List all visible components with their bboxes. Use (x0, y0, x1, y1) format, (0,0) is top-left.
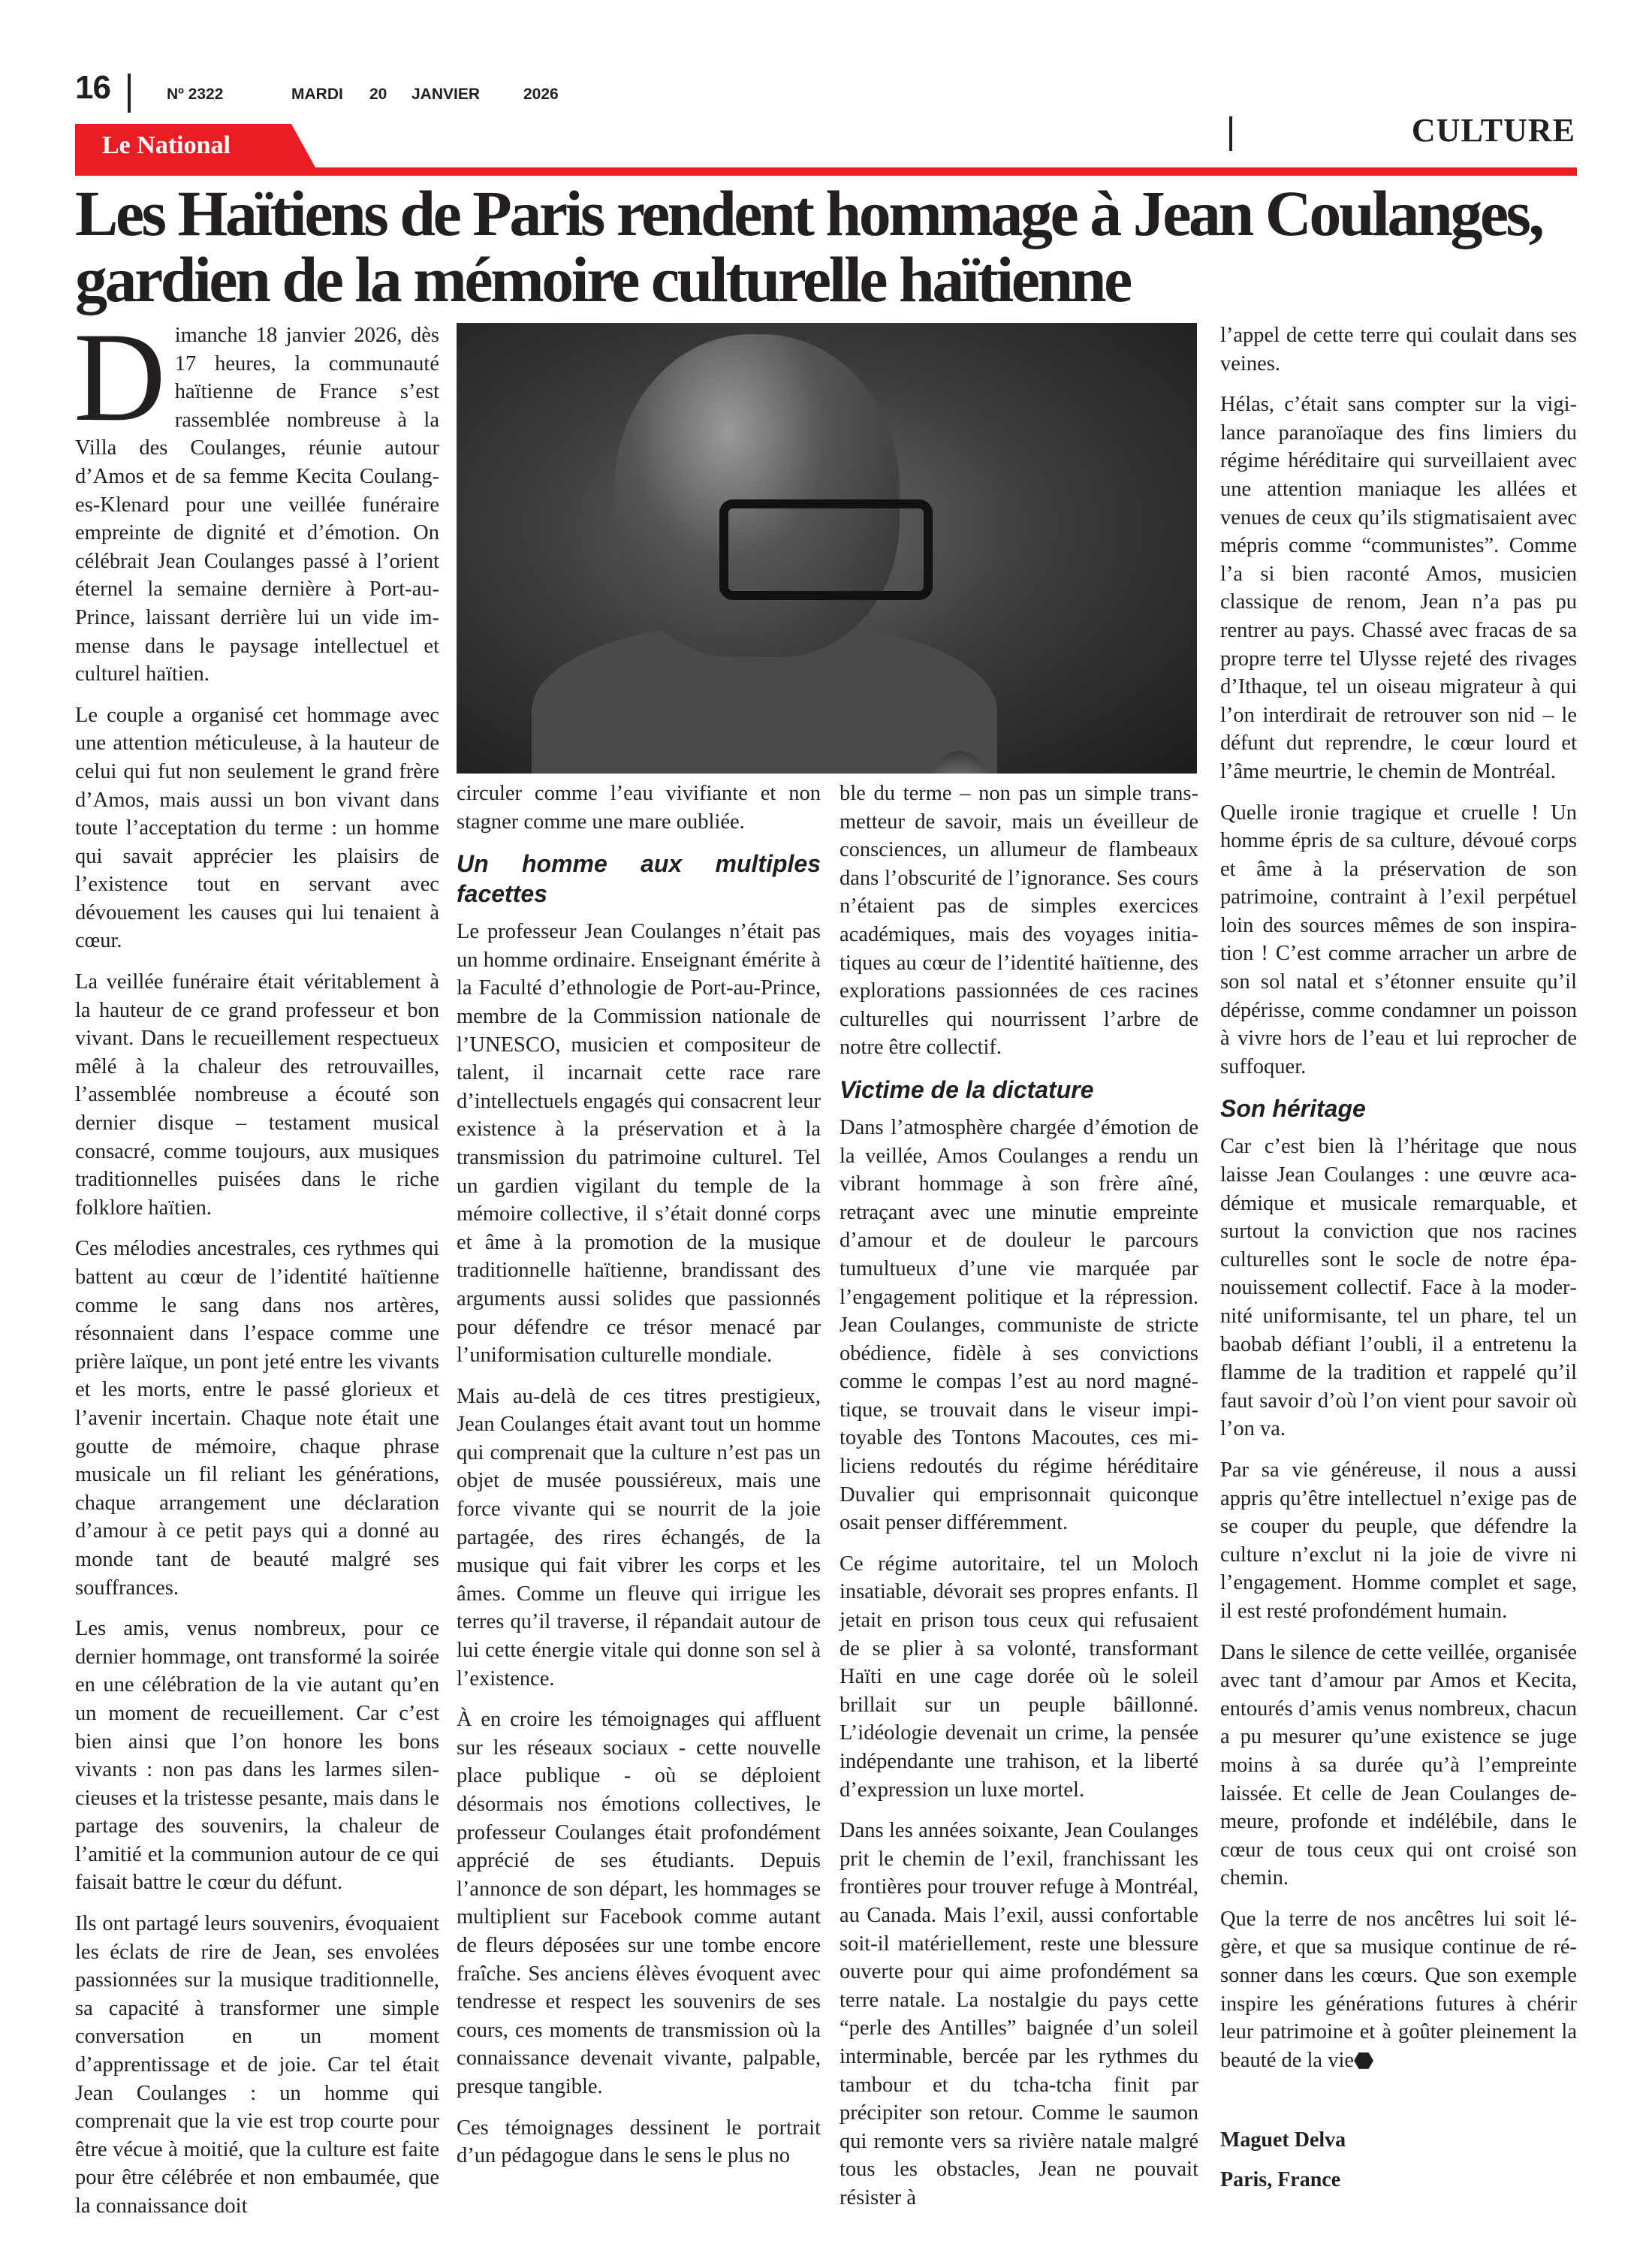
section-label: CULTURE (1411, 112, 1575, 149)
paragraph: Mais au-delà de ces titres prestigieux, Jean Coulanges était avant tout un homme qui comprenait que la culture n’est pas un objet de musée poussiéreux, mais une force vivante qui se nourrit de la joie partagée, des rires échangés, de la musique qui fait vibrer les corps et les âmes. Comme un fleuve qui irrigue les terres qu’il traverse, il répandait autour de lui cette énergie vitale qui donne son sel à l’existence. (457, 1384, 821, 1691)
section-divider (1229, 116, 1232, 151)
photo-glasses-shape (719, 499, 933, 600)
date-day: 20 (369, 86, 387, 103)
article-photo (457, 323, 1197, 774)
article-headline (75, 177, 1584, 315)
article-column-1 (74, 306, 439, 2233)
subheading-son-heritage: Son héritage (1220, 1095, 1366, 1123)
headline-line-1: Les Haïtiens de Paris rendent hommage à Jean Coulanges, (75, 177, 1542, 249)
hexagon-end-mark-icon (1354, 2052, 1373, 2069)
paragraph: Le couple a organisé cet hommage avec une attention méticuleuse, à la hauteur de celui qui fut non seulement le grand frère d’Amos, mais aussi un bon vivant dans toute l’acceptation du terme : un homme qui savait apprécier les plaisirs de l’existence tout en servant avec dévouement les causes qui lui tenaient à cœur. (75, 703, 439, 953)
date-weekday: MARDI (291, 86, 343, 103)
paragraph: Par sa vie généreuse, il nous a aussi appris qu’être intellectuel n’exige pas de se couper du peuple, que défendre la culture n’exclut ni la joie de vivre ni l’engagement. Homme complet et sage, il est resté profondément humain. (1220, 1458, 1577, 1623)
paragraph: Ces mélodies ancestrales, ces rythmes qui battent au cœur de l’identité haïtienne comme le sang dans nos artères, résonnaient dans l’espace comme une prière laïque, un pont jeté entre les vivants et les morts, entre le passé glorieux et l’avenir incertain. Chaque note était une goutte de mémoire, chaque phrase musicale un fil reliant les générations, chaque arrangement une déclaration d’amour à ce petit pays qui a donné au monde tant de beauté malgré ses souffrances. (75, 1237, 439, 1600)
article-column-4 (1220, 321, 1577, 2206)
photo-head-shape (614, 334, 900, 657)
paragraph: Dans l’atmosphère chargée d’émotion de la veillée, Amos Coulanges a rendu un vibrant hommage à son frère aîné, retraçant avec une minutie empreinte d’amour et de douleur le parcours tumultueux d’une vie marquée par l’engagement politique et la répression. Jean Coulanges, communiste de stricte obédience, fidèle à ses convictions comme le compas l’est au nord magnétique, se trouvait dans le viseur impitoyable des Tontons Macoutes, ces miliciens redoutés du régime héréditaire Duvalier qui emprisonnait quiconque osait penser différemment. (840, 1115, 1198, 1535)
paragraph: Quelle ironie tragique et cruelle ! Un homme épris de sa culture, dévoué corps et âme à la préservation de son patrimoine, contraint à l’exil perpétuel loin des sources mêmes de son inspiration ! C’est comme arracher un arbre de son sol natal et s’étonner ensuite qu’il dépérisse, comme condamner un poisson à vivre hors de l’eau et lui reprocher de suffoquer. (1220, 801, 1577, 1078)
paragraph: Dans les années soixante, Jean Coulanges prit le chemin de l’exil, franchissant les frontières pour trouver refuge à Montréal, au Canada. Mais l’exil, aussi confortable soit-il matériellement, reste une blessure ouverte pour qui aime profondément sa terre natale. La nostalgie du pays cette “perle des Antilles” baignée d’un soleil interminable, bercée par les rythmes du tambour et du tcha-tcha finit par précipiter son retour. Comme le saumon qui remonte vers sa rivière natale malgré tous les obstacles, Jean ne pouvait résister à (840, 1819, 1198, 2209)
paragraph: Hélas, c’était sans compter sur la vigilance paranoïaque des fins limiers du régime héréditaire qui surveillaient avec une attention maniaque les allées et venues de ceux qu’ils stigmatisaient avec mépris comme “communistes”. Comme l’a si bien raconté Amos, musicien classique de renom, Jean n’a pas pu rentrer au pays. Chassé avec fracas de sa propre terre tel Ulysse rejeté des rivages d’Ithaque, tel un oiseau migrateur à qui l’on interdirait de retrouver son nid – le défunt dut reprendre, le cœur lourd et l’âme meurtrie, le chemin de Montréal. (1220, 393, 1577, 783)
paragraph: Ils ont partagé leurs souvenirs, évoquaient les éclats de rire de Jean, ses envolées passionnées sur la musique traditionnelle, sa capacité à transformer une simple conversation en un moment d’apprentissage et de joie. Car tel était Jean Coulanges : un homme qui comprenait que la vie est trop courte pour être vécue à moitié, que la culture est faite pour être célébrée et non embaumée, que la connaissance doit (75, 1912, 439, 2218)
paragraph: circuler comme l’eau vivifiante et non stagner comme une mare oubliée. (457, 782, 821, 834)
paragraph: La veillée funéraire était véritablement à la hauteur de ce grand professeur et bon vivant. Dans le recueillement respectueux mêlé à la chaleur des retrouvailles, l’assemblée nombreuse a écouté son dernier disque – testament musical consacré, comme toujours, aux musiques traditionnelles puisées dans le riche folklore haïtien. (75, 970, 439, 1220)
subheading-multiples-facettes: Un homme aux multiples facettes (457, 850, 821, 908)
article-column-3 (840, 780, 1198, 2225)
author-location: Paris, France (1220, 2168, 1341, 2192)
header-rule (75, 167, 1577, 176)
paragraph: Le professeur Jean Coulanges n’était pas un homme ordinaire. Enseignant émérite à la Faculté d’ethnologie de Port-au-Prince, membre de la Commission nationale de l’UNESCO, musicien et compositeur de talent, il incarnait cette race rare d’intellectuels engagés qui consacrent leur existence à la préservation et à la transmission du patrimoine culturel. Tel un gardien vigilant du temple de la mémoire collective, il s’était donné corps et âme à la promotion de la musique traditionnelle haïtienne, brandissant des arguments aussi solides que passionnés pour défendre ce trésor menacé par l’uniformisation culturelle mondiale. (457, 920, 821, 1368)
date-month: JANVIER (411, 86, 481, 103)
article-column-2 (457, 780, 821, 2183)
paragraph: Dans le silence de cette veillée, organisée avec tant d’amour par Amos et Kecita, entourés d’amis venus nombreux, chacun a pu mesurer qu’une existence se juge moins à sa durée qu’à l’empreinte laissée. Et celle de Jean Coulanges demeure, profonde et indélébile, dans le cœur de tous ceux qui ont croisé son chemin. (1220, 1640, 1577, 1890)
paragraph-final: Que la terre de nos ancêtres lui soit légère, et que sa musique continue de résonner dans les cœurs. Que son exemple inspire les générations futures à chérir leur patrimoine et à goûter pleinement la beauté de la vie (1220, 1907, 1577, 2072)
paragraph: ble du terme – non pas un simple transmetteur de savoir, mais un éveilleur de consciences, un allumeur de flambeaux dans l’obscurité de l’ignorance. Ses cours n’étaient pas de simples exercices académiques, mais des voyages initiatiques au cœur de l’identité haïtienne, des explorations passionnées de ces racines culturelles qui nourrissent l’arbre de notre être collectif. (840, 782, 1198, 1060)
brand-logo: Le National (102, 131, 231, 159)
author-byline: Maguet Delva (1220, 2128, 1346, 2152)
paragraph: Ces témoignages dessinent le portrait d’un pédagogue dans le sens le plus no (457, 2116, 821, 2168)
paragraph: À en croire les témoignages qui affluent sur les réseaux sociaux - cette nouvelle place publique - où se déploient désormais nos émotions collectives, le professeur Coulanges était profondément apprécié de ses étudiants. Depuis l’annonce de son départ, les hommages se multiplient sur Facebook comme autant de fleurs déposées sur une tombe encore fraîche. Ses anciens élèves évoquent avec tendresse et respect les souvenirs de ses cours, ces moments de transmission où la connaissance devenait vivante, palpable, presque tangible. (457, 1708, 821, 2098)
paragraph: l’appel de cette terre qui coulait dans ses veines. (1220, 324, 1577, 376)
paragraph: Les amis, venus nombreux, pour ce dernier hommage, ont transformé la soirée en une célébration de la vie autant qu’en un moment de recueillement. Car c’est bien ainsi que l’on honore les bons vivants : non pas dans les larmes silencieuses et la tristesse pesante, mais dans le partage des souvenirs, la chaleur de l’amitié et la communion autour de ce qui faisait battre le cœur du défunt. (75, 1617, 439, 1895)
paragraph: Dimanche 18 janvier 2026, dès 17 heures, la communauté haïtienne de France s’est rassemblée nombreuse à la Villa des Coulanges, réunie autour d’Amos et de sa femme Kecita Coulanges-Klenard pour une veillée funéraire empreinte de dignité et d’émotion. On célébrait Jean Coulanges passé à l’orient éternel la semaine dernière à Port-au-Prince, laissant derrière lui un vide immense dans le paysage intellectuel et culturel haïtien. (74, 306, 439, 686)
subheading-victime-dictature: Victime de la dictature (840, 1075, 1094, 1103)
issue-number: Nº 2322 (167, 86, 224, 103)
date-year: 2026 (523, 86, 559, 103)
paragraph: Ce régime autoritaire, tel un Moloch insatiable, dévorait ses propres enfants. Il jetait en prison tous ceux qui refusaient de se plier à sa volonté, transformant Haïti en une cage dorée où le soleil brillait sur un peuple bâillonné. L’idéologie devenait un crime, la pensée indépendante une trahison, et la liberté d’expression un luxe mortel. (840, 1552, 1198, 1802)
paragraph: Car c’est bien là l’héritage que nous laisse Jean Coulanges : une œuvre académique et musicale remarquable, et surtout la conviction que nos racines culturelles sont le socle de notre épanouissement collectif. Face à la modernité uniformisante, tel un phare, tel un baobab défiant l’oubli, il a entretenu la flamme de la tradition et rappelé qu’il faut savoir d’où l’on vient pour savoir où l’on va. (1220, 1135, 1577, 1441)
drop-cap: D (74, 306, 166, 448)
masthead-divider (128, 74, 131, 113)
headline-line-2: gardien de la mémoire culturelle haïtienne (75, 243, 1130, 315)
page-number: 16 (75, 69, 110, 106)
